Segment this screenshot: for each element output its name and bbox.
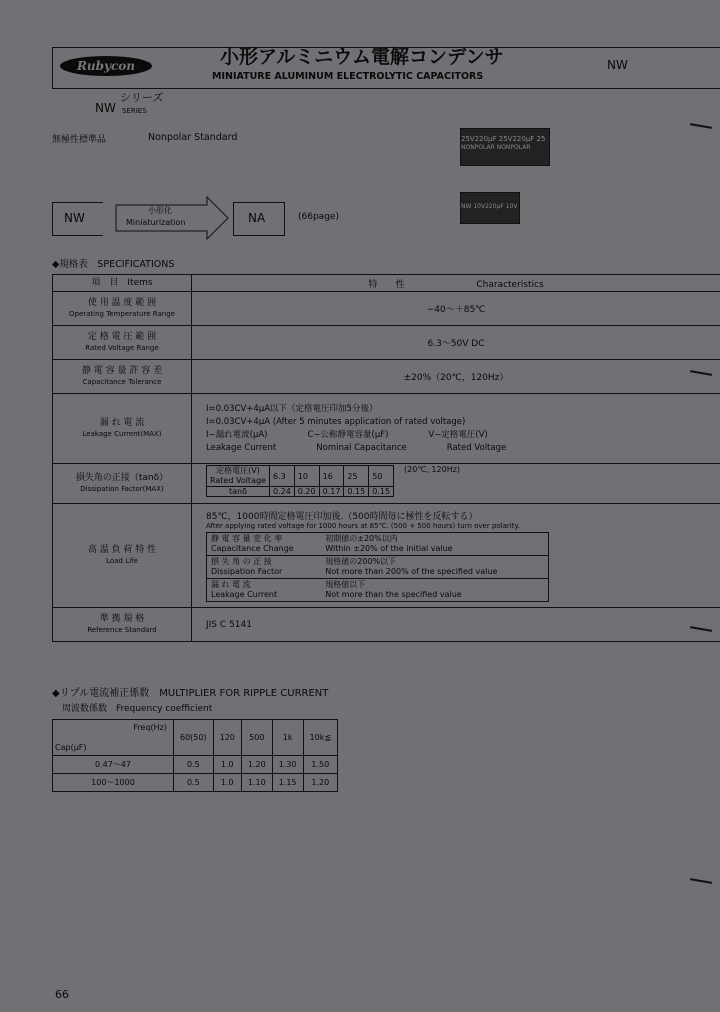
ripple-sub: 周波数係数 Frequency coefficient [62, 704, 213, 714]
binding-mark [690, 878, 712, 884]
col-char: 特 性 Characteristics [368, 279, 544, 290]
spec-value: 6.3〜50V DC [192, 326, 720, 360]
page-number: 66 [55, 988, 69, 1001]
spec-label: 漏 れ 電 流 Leakage Current(MAX) [53, 394, 192, 464]
spec-label: 損失角の正接（tanδ） Dissipation Factor(MAX) [53, 464, 192, 504]
spec-label: 高 温 負 荷 特 性 Load Life [53, 504, 192, 608]
spec-heading: ◆規格表 SPECIFICATIONS [52, 259, 175, 270]
capacitor-mark: 25V220μF 25V220μF 25 [461, 135, 546, 143]
spec-label: 静 電 容 量 許 容 差 Capacitance Tolerance [53, 360, 192, 394]
df-table: 定格電圧(V) Rated Voltage 6.3 10 16 25 50 tanδ 0.24 0.20 0.17 0.15 0.15 [206, 465, 394, 497]
ripple-table: Freq(Hz) Cap(μF) 60(50) 120 500 1k 10k≦ 0.47〜47 0.5 1.0 1.20 1.30 1.50 100〜1000 0.5 1.0 1.10 1.15 1.20 [52, 719, 338, 792]
series-jp: シリーズ [120, 91, 164, 104]
series-code: NW [607, 58, 628, 72]
table-row: 0.47〜47 0.5 1.0 1.20 1.30 1.50 [53, 756, 338, 774]
leakage-value: I=0.03CV+4μA以下（定格電圧印加5分後） I=0.03CV+4μA (After 5 minutes application of rated voltage) I−漏れ電流(μA) C−公称静電容量(μF) V−定格電圧(V) Leakage Current Nominal Capacitance Rated Voltage [192, 394, 720, 464]
series-name: NW [95, 101, 116, 115]
spec-label: 定 格 電 圧 範 囲 Rated Voltage Range [53, 326, 192, 360]
load-life-table: 静 電 容 量 変 化 率 Capacitance Change 初期値の±20%以内 Within ±20% of the initial value 損 失 角 の 正 接 Dissipation Factor 規格値の200%以下 Not more than 200% of the specified value 漏 れ 電 流 Leakage Current 規格値以下 Not more than the specified value [206, 532, 549, 602]
ripple-heading: ◆リプル電流補正係数 MULTIPLIER FOR RIPPLE CURRENT [52, 688, 329, 699]
title-jp: 小形アルミニウム電解コンデンサ [220, 46, 504, 68]
col-items: 項 目 Items [53, 275, 192, 292]
capacitor-image [460, 128, 550, 166]
capacitor-mark: NW 10V220μF 10V [461, 203, 518, 210]
type-en: Nonpolar Standard [148, 132, 238, 143]
capacitor-image-small [460, 192, 520, 224]
spec-label: 準 拠 規 格 Reference Standard [53, 608, 192, 642]
page-ref: (66page) [298, 212, 339, 222]
title-en: MINIATURE ALUMINUM ELECTROLYTIC CAPACITORS [212, 71, 484, 82]
flow-to: NA [248, 211, 266, 225]
spec-label: 使 用 温 度 範 囲 Operating Temperature Range [53, 292, 192, 326]
spec-value: ±20%（20℃，120Hz） [192, 360, 720, 394]
ref-value: JIS C 5141 [192, 608, 720, 642]
arrow-jp: 小形化 [148, 206, 172, 215]
series-en: SERIES [122, 107, 147, 115]
table-row: 100〜1000 0.5 1.0 1.10 1.15 1.20 [53, 774, 338, 792]
spec-table [52, 274, 720, 642]
arrow-en: Miniaturization [126, 218, 186, 227]
load-life-value: 85℃，1000時間定格電圧印加後.（500時間毎に極性を反転する） After applying rated voltage for 1000 hours at 85℃. (500 + 500 hours) turn over polarity. 静 電 容 量 変 化 率 Capacitance Change 初期値の±20%以内 Within ±20% of the initial value 損 失 角 の 正 接 Dissipation Factor 規格値の200%以下 Not more than 200% of the specified value 漏 れ 電 流 Leakage Current 規格値以下 Not more than the specified value [192, 504, 720, 608]
flow-from: NW [64, 211, 85, 225]
type-jp: 無極性標準品 [52, 135, 107, 145]
binding-mark [690, 123, 712, 129]
header-corner: Freq(Hz) Cap(μF) [53, 720, 174, 756]
df-value: 定格電圧(V) Rated Voltage 6.3 10 16 25 50 tanδ 0.24 0.20 0.17 0.15 0.15 (20℃, 120Hz) [192, 464, 720, 504]
spec-value: −40〜＋85℃ [192, 292, 720, 326]
capacitor-mark: NONPOLAR NONPOLAR [461, 144, 531, 151]
rubycon-logo: Rubycon [60, 56, 152, 76]
